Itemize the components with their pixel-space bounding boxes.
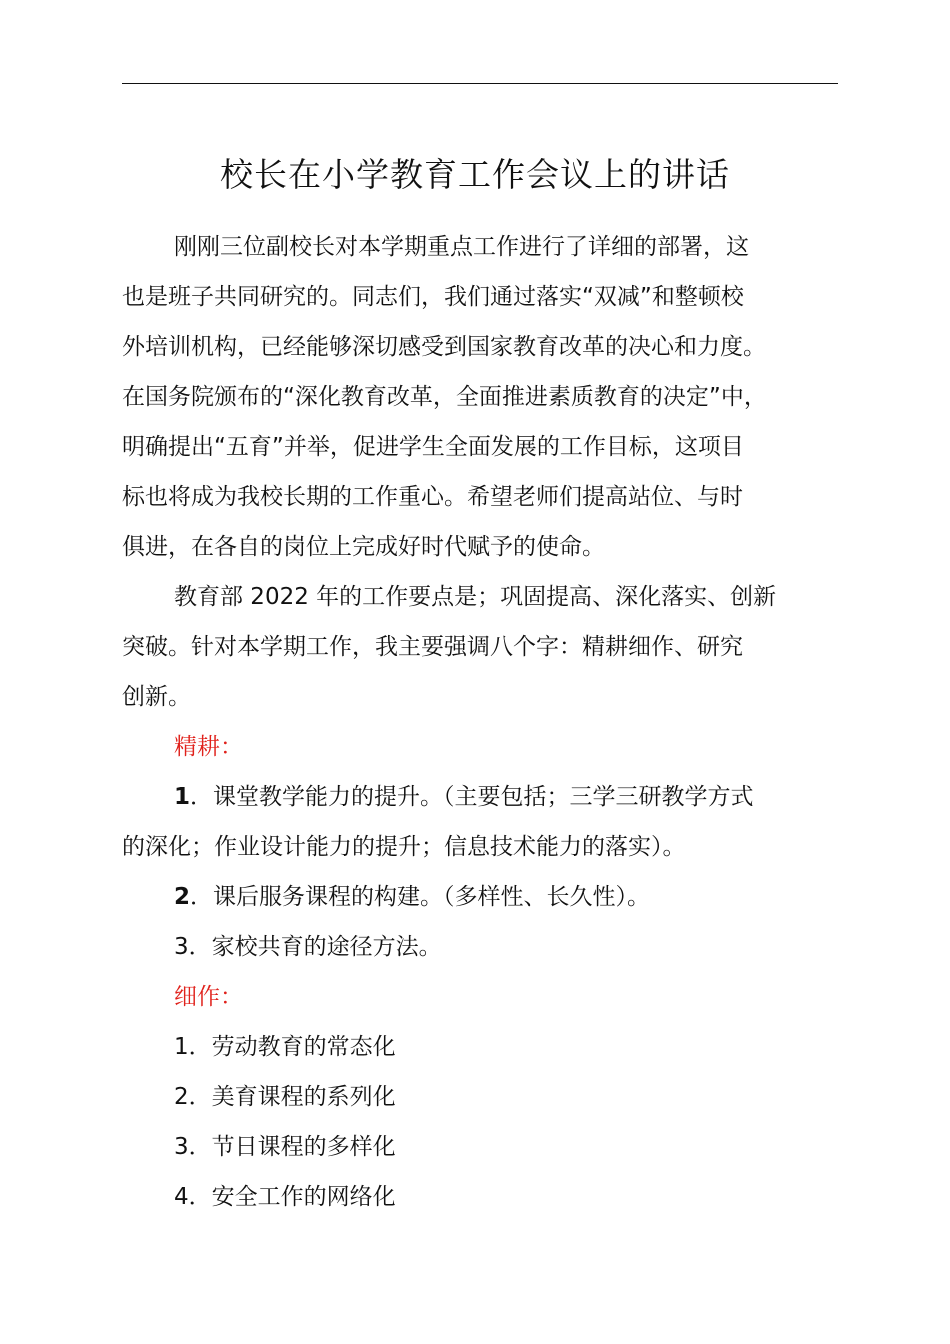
item-text: ．课后服务课程的构建。（多样性、长久性）。 bbox=[190, 884, 651, 910]
paragraph-line: 在国务院颁布的“深化教育改革，全面推进素质教育的决定”中， bbox=[122, 384, 767, 410]
paragraph-line: 突破。针对本学期工作，我主要强调八个字：精耕细作、研究 bbox=[122, 634, 743, 660]
paragraph-2 bbox=[122, 572, 862, 722]
paragraph-line: 标也将成为我校长期的工作重心。希望老师们提高站位、与时 bbox=[122, 484, 743, 510]
paragraph-line: 俱进，在各自的岗位上完成好时代赋予的使命。 bbox=[122, 534, 605, 560]
list-item: 3．节日课程的多样化 bbox=[174, 1134, 396, 1160]
document-title: 校长在小学教育工作会议上的讲话 bbox=[220, 155, 730, 194]
item-number: 2 bbox=[174, 884, 191, 910]
paragraph-line: 刚刚三位副校长对本学期重点工作进行了详细的部署，这 bbox=[174, 234, 749, 260]
list-item: 2．美育课程的系列化 bbox=[174, 1084, 396, 1110]
list-item-1 bbox=[122, 772, 862, 872]
section-heading-xizuo: 细作： bbox=[174, 984, 243, 1010]
list-item-2 bbox=[122, 872, 862, 922]
paragraph-line: 也是班子共同研究的。同志们，我们通过落实“双减”和整顿校 bbox=[122, 284, 744, 310]
item-text: ．课堂教学能力的提升。（主要包括；三学三研教学方式 bbox=[190, 784, 754, 810]
list-item-3: 3．家校共育的途径方法。 bbox=[174, 934, 442, 960]
list-item: 1．劳动教育的常态化 bbox=[174, 1034, 396, 1060]
paragraph-line: 外培训机构，已经能够深切感受到国家教育改革的决心和力度。 bbox=[122, 334, 766, 360]
list-item-line bbox=[122, 772, 862, 822]
paragraph-1 bbox=[122, 222, 862, 572]
list-item-line: 的深化；作业设计能力的提升；信息技术能力的落实）。 bbox=[122, 834, 686, 860]
item-number: 1 bbox=[174, 784, 191, 810]
list-item: 4．安全工作的网络化 bbox=[174, 1184, 396, 1210]
paragraph-line: 创新。 bbox=[122, 684, 191, 710]
section-heading-jinggeng: 精耕： bbox=[174, 734, 243, 760]
header-rule bbox=[122, 83, 838, 84]
paragraph-line: 教育部 2022 年的工作要点是；巩固提高、深化落实、创新 bbox=[174, 584, 777, 610]
paragraph-line: 明确提出“五育”并举，促进学生全面发展的工作目标，这项目 bbox=[122, 434, 744, 460]
